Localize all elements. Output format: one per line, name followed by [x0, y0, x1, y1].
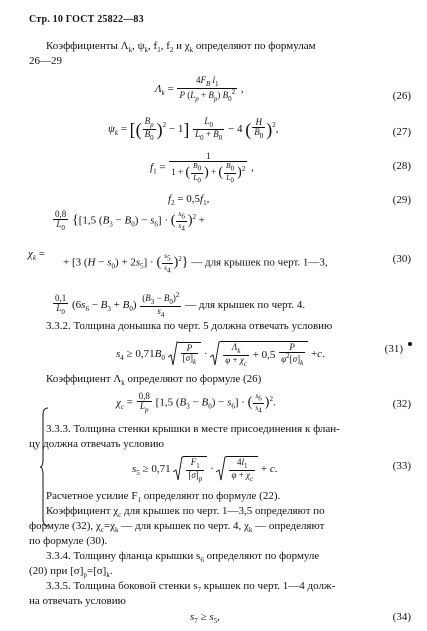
eq-num-34: (34) [392, 611, 411, 623]
formula-30-lhs: $\chi_k$ = [28, 248, 45, 263]
formula-28: $f_1$ = 1 1 + ( $\frac{B_0}{L_0}$ ) + ( $\frac{B_0}{L_0}$ )$^2$ , [150, 151, 254, 184]
formula-26: $\Lambda_k$ = $\frac{4F_B l_1}{P (L_p + B_p) B_0^2}$ , [155, 75, 244, 103]
eq-num-33: (33) [392, 460, 411, 472]
radical-icon [216, 456, 226, 482]
formula-33: $s_5 \ge 0,71$ $\frac{F_1}{[\sigma]_p}$ · $\frac{4l_1}{\varphi + \chi_c}$ + c. [132, 457, 278, 483]
intro-line-1: Коэффициенты $\Lambda_k$, $\psi_k$, $f_1$, $f_2$ и $\chi_k$ определяют по формулам [46, 40, 316, 55]
formula-31: $s_4 \ge 0,71B_0$ $\frac{P}{[\sigma]_k}$ · $\frac{\Lambda_k}{\varphi + \chi_c}$ + 0,5 $\frac{P}{\varphi^2[\sigma]_k}$ +c. [116, 342, 325, 368]
paragraph-3-3-3-line-2: цу должна отвечать условию [29, 438, 164, 450]
paragraph-chi-line-3: по формуле (30). [29, 535, 108, 547]
paragraph-3-3-5-line-2: на отвечать условию [29, 595, 126, 607]
paragraph-3-3-3-line-1: 3.3.3. Толщина стенки крышки в месте присоединения к флан- [46, 423, 340, 435]
paragraph-chi-line-2: формуле (32), $\chi_c=\chi_k$ — для крышек по черт. 4, $\chi_k$ — определяют [29, 520, 325, 535]
formula-32: $\chi_c$ = $\frac{0,8}{L_p}$ [1,5 $(B_3 - B_0) - s_6$] · ( $\frac{s_6}{s_4}$ )$^2$. [116, 391, 276, 414]
bullet-mark [408, 342, 412, 346]
paragraph-3-3-2: 3.3.2. Толщина донышка по черт. 5 должна отвечать условию [46, 320, 333, 332]
paragraph-3-3-5-line-1: 3.3.5. Толщина боковой стенки $s_7$ крышек по черт. 1—4 долж- [46, 580, 336, 595]
paragraph-coef-lambda: Коэффициент $\Lambda_k$ определяют по формуле (26) [46, 373, 262, 388]
eq-num-30: (30) [392, 253, 411, 265]
eq-num-26: (26) [392, 90, 411, 102]
formula-30-line-2: + [3 $(H - s_0) + 2s_5$] · ( $\frac{s_5}{s_4}$ )$^2$} — для крышек по черт. 1—3, [63, 251, 328, 274]
radical-icon [168, 341, 178, 367]
radical-icon [210, 341, 220, 367]
formula-27: $\psi_k$ = [( $\frac{B_p}{B_0}$ )$^2$ − 1] $\frac{L_0}{L_0 + B_0}$ − 4 ( $\frac{H}{B_0}$ )$^2$, [108, 116, 279, 142]
radical-icon [173, 456, 183, 482]
intro-line-2: 26—29 [29, 55, 62, 67]
eq-num-31: (31) [384, 343, 403, 355]
paragraph-force: Расчетное усилие $F_1$ определяют по формуле (22). [46, 490, 281, 505]
paragraph-3-3-4-line-1: 3.3.4. Толщину фланца крышки $s_6$ определяют по формуле [46, 550, 320, 565]
formula-30-line-1: $\frac{0,8}{L_0}$ {[1,5 $(B_3 - B_0) - s_6$] · ( $\frac{s_6}{s_4}$ )$^2$ + [55, 209, 205, 232]
eq-num-32: (32) [392, 398, 411, 410]
page-header: Стр. 10 ГОСТ 25822—83 [29, 14, 144, 25]
formula-29: $f_2 = 0,5f_1$, [168, 193, 210, 208]
paragraph-3-3-4-line-2: (20) при $[\sigma]_p=[\sigma]_k$. [29, 565, 113, 580]
eq-num-29: (29) [392, 194, 411, 206]
paragraph-chi-line-1: Коэффициент $\chi_c$ для крышек по черт. 1—3,5 определяют по [46, 505, 325, 520]
formula-34: $s_7 \ge s_5$, [190, 611, 220, 626]
formula-30-line-3: $\frac{0,1}{L_0}$ $(6s_6 - B_3 + B_0)$ $\frac{(B_3 - B_0)^2}{s_4}$ — для крышек по черт. 4. [55, 291, 306, 319]
eq-num-27: (27) [392, 126, 411, 138]
eq-num-28: (28) [392, 160, 411, 172]
